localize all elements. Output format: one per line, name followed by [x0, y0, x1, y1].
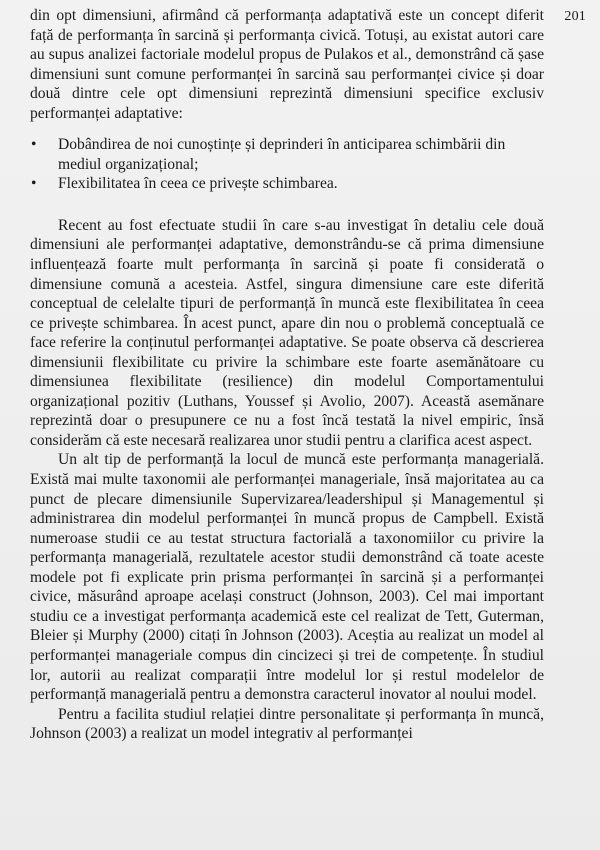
bullet-text: Flexibilitatea în ceea ce privește schimbarea. — [58, 175, 338, 193]
spacer — [30, 123, 544, 135]
body-paragraph: Un alt tip de performanță la locul de muncă este performanța managerială. Există mai multe taxonomii ale performanței manageriale, însă majoritatea au ca punct de plecare dimensiunile Supervizarea/leadershipul și Managementul și administrarea din modelul performanței în muncă propus de Campbell. Există numeroase studii ce au testat structura factorială a taxonomiilor cu privire la performanța managerială, rezultatele acestor studii demonstrând că toate aceste modele pot fi explicate prin prisma performanței în sarcină și a performanței civice, măsurând aproape același construct (Johnson, 2003). Cel mai important studiu ce a investigat performanța academică este cel realizat de Tett, Guterman, Bleier și Murphy (2000) citați în Johnson (2003). Aceștia au realizat un model al performanței manageriale compus din cincizeci și trei de competențe. În studiul lor, autorii au realizat comparații între modelul lor și restul modelelor de performanță managerială pentru a demonstra caracterul inovator al noului model. — [30, 451, 544, 704]
bullet-icon: • — [31, 175, 37, 193]
page-body — [30, 6, 544, 744]
body-paragraph: Recent au fost efectuate studii în care s-au investigat în detaliu cele două dimensiuni ale performanței adaptative, demonstrându-se că prima dimensiune influențează foarte mult performanța în sarcină și poate fi considerată o dimensiune comună a acesteia. Astfel, singura dimensiune care este diferită conceptual de celelalte tipuri de performanță în muncă este flexibilitatea în ceea ce privește schimbarea. În acest punct, apare din nou o problemă conceptuală ce face referire la conținutul performanței adaptative. Se poate observa că descrierea dimensiunii flexibilitate cu privire la schimbare este foarte asemănătoare cu dimensiunea flexibilitate (resilience) din modelul Comportamentului organizațional pozitiv (Luthans, Youssef și Avolio, 2007). Această asemănare reprezintă doar o presupunere ce nu a fost încă testată la nivel empiric, însă considerăm că este necesară realizarea unor studii pentru a clarifica acest aspect. — [30, 216, 544, 449]
bullet-text: Dobândirea de noi cunoștințe și deprinderi în anticiparea schimbării din mediul organizațional; — [58, 136, 506, 173]
intro-paragraph: din opt dimensiuni, afirmând că performanța adaptativă este un concept diferit față de performanța în sarcină și performanța civică. Totuși, au existat autori care au supus analizei factoriale modelul propus de Pulakos et al., demonstrând că șase dimensiuni sunt comune performanței în sarcină sau performanței civice și doar două dintre cele opt dimensiuni reprezintă dimensiuni specifice exclusiv performanței adaptative: — [30, 7, 544, 122]
bullet-list — [30, 135, 544, 194]
spacer — [30, 194, 544, 216]
bullet-item — [30, 135, 544, 174]
bullet-icon: • — [31, 136, 37, 154]
body-paragraph: Pentru a facilita studiul relației dintre personalitate și performanța în muncă, Johnson (2003) a realizat un model integrativ al performanței — [30, 705, 544, 743]
bullet-item — [30, 174, 544, 194]
page-number: 201 — [564, 9, 586, 24]
